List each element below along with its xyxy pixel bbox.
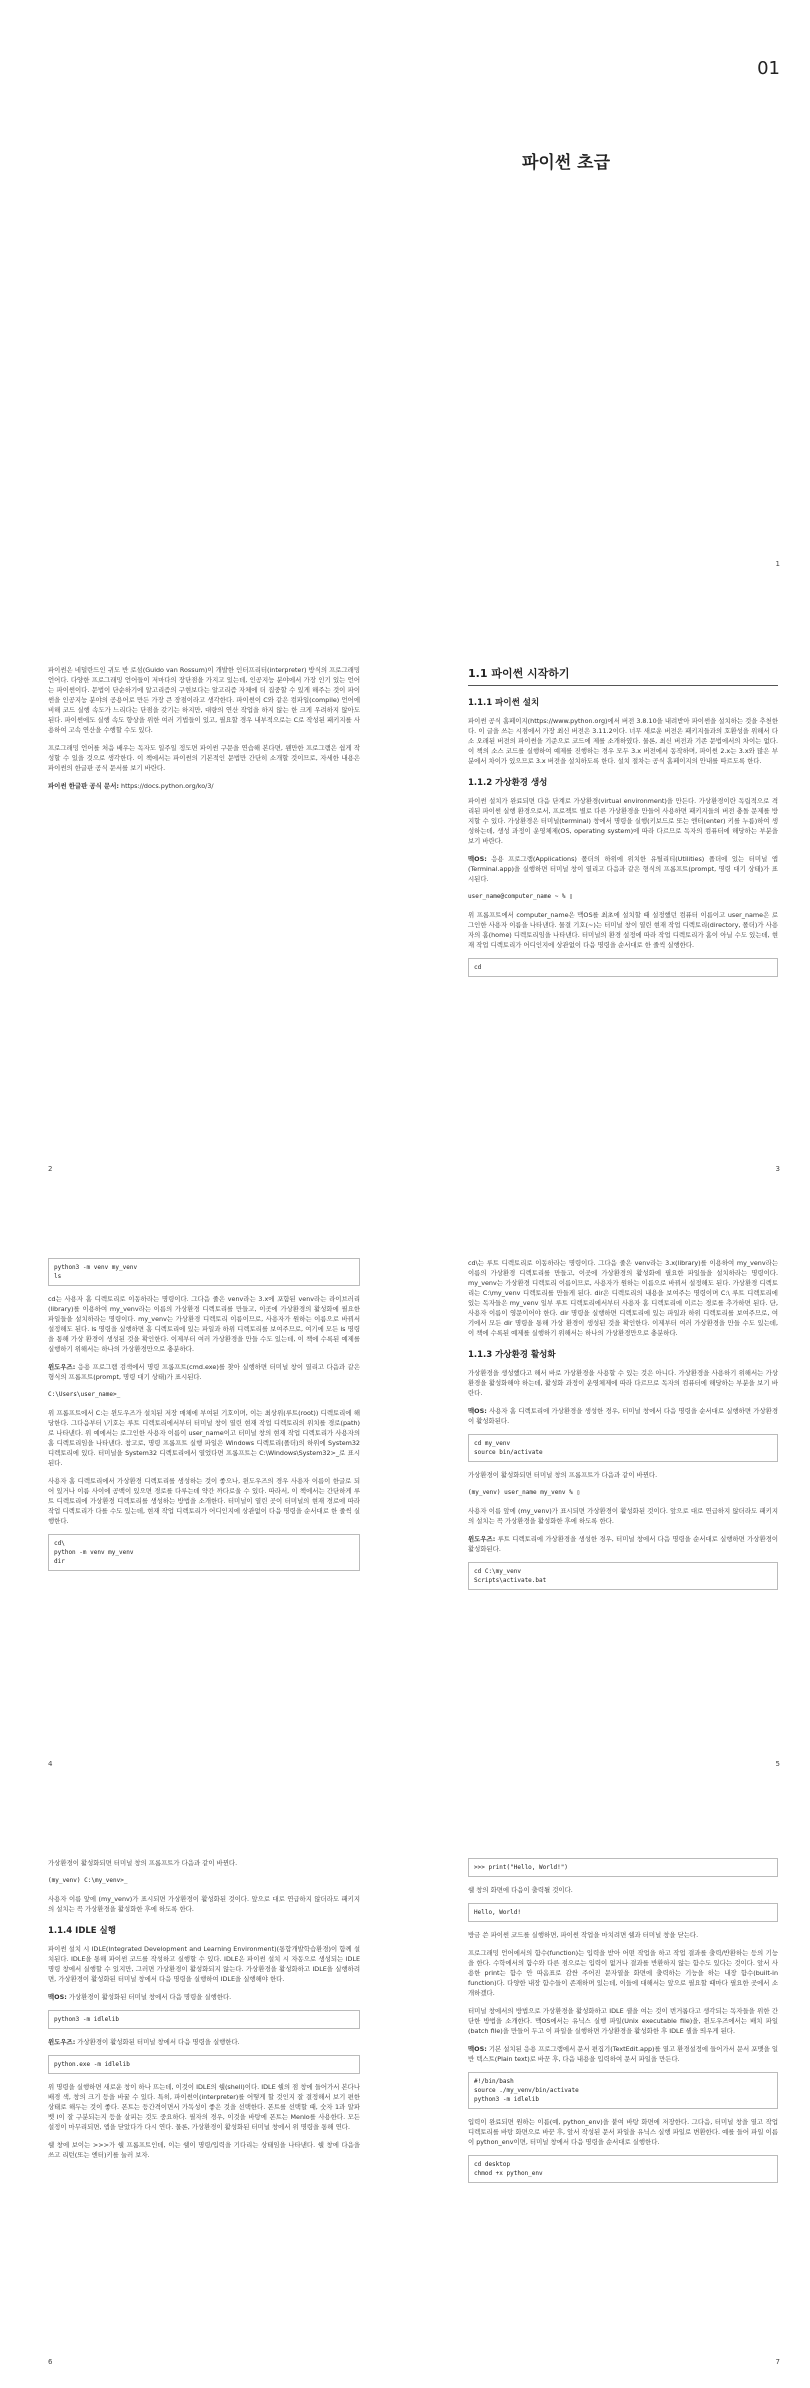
page-2 xyxy=(48,665,360,1185)
code-block: Hello, World! xyxy=(468,1903,778,1922)
section-title: 1.1 파이썬 시작하기 xyxy=(468,667,570,680)
code-block: >>> print("Hello, World!") xyxy=(468,1858,778,1877)
page-number: 1 xyxy=(775,560,780,568)
paragraph: 사용자 이름 앞에 (my_venv)가 표시되면 가상환경이 활성화된 것이다. 앞으로 대로 연급하지 않더라도 패키지의 설치는 꼭 가상환경을 활성화한 후에 하도록 한다. xyxy=(468,1507,778,1525)
windows-note: 윈도우즈: 가상환경이 활성화된 터미널 창에서 다음 명령을 실행한다. xyxy=(48,2038,240,2046)
paragraph: 파이썬 설치 시 IDLE(Integrated Development and Learning Environment)(통합개발학습환경)이 함께 설치된다. IDLE을 통해 파이썬 코드를 작성하고 실행할 수 있다. IDLE은 파이썬 설치 시 자동으로 생성되는 IDLE 명령 창에서 실행할 수 있지만, 그러면 가상환경이 활성화되지 않는다. 가상환경을 활성화하고 IDLE을 실행하려면, 가상환경이 활성화된 터미널 창에서 다음 명령을 실행하여 IDLE을 실행해야 한다. xyxy=(48,1945,360,1983)
mac-note: 맥OS: 사용자 홈 디렉토리에 가상환경을 생성한 경우, 터미널 창에서 다음 명령을 순서대로 실행하면 가상환경이 활성화된다. xyxy=(468,1407,778,1425)
mac-note-label: 맥OS: xyxy=(468,855,487,863)
page-number: 3 xyxy=(775,1165,780,1173)
docs-link-label: 파이썬 한글판 공식 문서: xyxy=(48,782,119,790)
docs-link[interactable]: https://docs.python.org/ko/3/ xyxy=(121,782,214,790)
terminal-prompt: C:\Users\user_name>_ xyxy=(48,1391,121,1398)
code-block: python3 -m venv my_venv ls xyxy=(48,1258,360,1286)
paragraph: 사용자 홈 디렉토리에서 가상환경 디렉토리를 생성하는 것이 좋으나, 윈도우즈의 경우 사용자 이름이 한글로 되어 있거나 이름 사이에 공백이 있으면 경로를 다루는데 약간 까다로울 수 있다. 따라서, 이 책에서는 간단하게 루트 디렉토리에 가상환경 디렉토리를 생성하는 방법을 소개한다. 터미널이 열린 곳이 터미널의 현재 경로에 따라 작업 디렉토리가 다를 수도 있는데, 현재 작업 디렉토리가 어디인지에 상관없이 다음 명령을 순서대로 한 줄씩 실행한다. xyxy=(48,1477,360,1525)
paragraph: cd는 사용자 홈 디렉토리로 이동하라는 명령이다. 그다음 줄은 venv라는 3.x에 포함된 venv라는 라이브러리(library)를 이용하여 my_venv라는 이름의 가상환경 디렉토리를 만들고, 이곳에 가상환경의 활성화에 필요한 파일들을 설치하라는 명령이다. my_venv는 가상환경 디렉토리 이름이므로, 사용자가 원하는 이름으로 바꿔서 설정해도 된다. ls 명령을 실행하면 홈 디렉토리에 있는 파일과 하위 디렉토리를 보여주므로, 여기에 모든 ls 명령을 통해 가상 환경이 생성된 것을 확인한다. 이제부터 여러 가상환경을 만들 수도 있는데, 이 책에 수록된 예제를 실행하기 위해서는 하나의 가상환경만으로 충분하다. xyxy=(48,1295,360,1353)
mac-note-label: 맥OS: xyxy=(48,1993,67,2001)
code-block: cd desktop chmod +x python_env xyxy=(468,2155,778,2183)
code-block: cd C:\my_venv Scripts\activate.bat xyxy=(468,1562,778,1590)
paragraph: 쉘 창에 보이는 >>>가 쉘 프롬프트인데, 이는 쉘이 명령/입력을 기다리는 상태임을 나타낸다. 쉘 창에 다음을 쓰고 리턴(또는 엔터)키를 눌러 보자. xyxy=(48,2141,360,2159)
page-3 xyxy=(468,665,778,1185)
page-4 xyxy=(48,1258,360,1758)
page-number: 2 xyxy=(48,1165,53,1173)
subsection-title: 1.1.2 가상환경 생성 xyxy=(468,778,548,788)
subsection-title: 1.1.1 파이썬 설치 xyxy=(468,698,540,708)
page-6 xyxy=(48,1858,360,2358)
subsection-title: 1.1.3 가상환경 활성화 xyxy=(468,1350,556,1360)
intro-paragraph: 프로그래밍 언어를 처음 배우는 독자도 일주일 정도면 파이썬 구문을 연습해 본다면, 웬만한 프로그램은 쉽게 작성할 수 있을 것으로 생각한다. 이 책에서는 파이썬의 기본적인 문법만 간단히 소개할 것이므로, 자세한 내용은 파이썬의 한글판 공식 문서를 보기 바란다. xyxy=(48,744,360,772)
subsection-title: 1.1.4 IDLE 실행 xyxy=(48,1926,116,1936)
chapter-title: 파이썬 초급 xyxy=(521,153,610,173)
code-block: cd my_venv source bin/activate xyxy=(468,1434,778,1462)
docs-link-line xyxy=(48,781,360,791)
page-5 xyxy=(468,1258,778,1758)
code-block: #!/bin/bash source ./my_venv/bin/activate python3 -m idlelib xyxy=(468,2072,778,2109)
page-number: 5 xyxy=(775,1760,780,1768)
windows-note-label: 윈도우즈: xyxy=(48,2038,76,2046)
windows-note-label: 윈도우즈: xyxy=(468,1535,496,1543)
code-block: python.exe -m idlelib xyxy=(48,2055,360,2074)
paragraph: cd\는 루트 디렉토리로 이동하라는 명령이다. 그다음 줄은 venv라는 3.x(library)를 이용하여 my_venv라는 이름의 가상환경 디렉토리를 만들고, 이곳에 가상환경의 활성화에 필요한 파일들을 설치하라는 명령이다. my_venv는 가상환경 디렉토리 이름이므로, 사용자가 원하는 이름으로 바꿔서 설정해도 된다. 가상환경 디렉토리는 C:\my_venv 디렉토리를 만들게 된다. dir은 디렉토리의 내용을 보여주는 명령이며 C:\ 루트 디렉토리에 있는 독자들은 my_venv 일부 루트 디렉토리에서부터 사용자 홈 디렉토리에 이르는 경로를 추가하면 된다. 단, 사용자 이름이 영문이어야 한다. dir 명령을 실행하면 디렉토리에 있는 파일과 하위 디렉토리를 보여주므로, 여기에서 모든 dir 명령을 통해 가상 환경이 생성된 것을 확인한다. 이제부터 여러 가상환경을 만들 수도 있는데, 이 책에 수록된 예제를 실행하기 위해서는 하나의 가상환경만으로 충분하다. xyxy=(468,1259,778,1337)
title-page xyxy=(0,0,810,600)
mac-note: 맥OS: 기본 설치된 응용 프로그램에서 문서 편집기(TextEdit.app)를 열고 환경설정에 들어가서 문서 포맷을 일반 텍스트(Plain text)로 바꾼 후, 다음 내용을 입력하여 문서 파일을 만든다. xyxy=(468,2045,778,2063)
mac-note-label: 맥OS: xyxy=(468,1407,487,1415)
paragraph: 파이썬 공식 홈페이지(https://www.python.org)에서 버전 3.8.10을 내려받아 파이썬을 설치하는 것을 추천한다. 이 글을 쓰는 시점에서 가장 최신 버전은 3.11.2이다. 너무 새로운 버전은 패키지들과의 호환성을 위해서 다소 오래된 버전의 파이썬을 기준으로 코드에 제를 소개하였다. 물론, 최신 버전과 기존 문법에서의 차이는 없다. 이 책의 소스 코드를 실행하여 예제를 진행하는 경우 모두 3.x 버전에서 동작하며, 파이썬 2.x는 3.x와 많은 부분에서 차이가 있으므로 3.x 버전을 설치하도록 한다. 설치 절차는 공식 홈페이지의 안내를 따르도록 한다. xyxy=(468,717,778,765)
page-number: 7 xyxy=(775,2358,780,2366)
paragraph: 방금 쓴 파이썬 코드를 실행하면, 파이썬 작업을 마치려면 쉘과 터미널 창을 닫는다. xyxy=(468,1931,699,1939)
mac-note: 맥OS: 가상환경이 활성화된 터미널 창에서 다음 명령을 실행한다. xyxy=(48,1993,232,2001)
terminal-prompt: user_name@computer_name ~ % ▯ xyxy=(468,893,573,900)
terminal-prompt: (my_venv) user_name my_venv % ▯ xyxy=(468,1489,580,1496)
code-block: cd xyxy=(468,958,778,977)
code-block: python3 -m idlelib xyxy=(48,2010,360,2029)
section-divider xyxy=(468,685,778,686)
terminal-prompt: (my_venv) C:\my_venv>_ xyxy=(48,1877,128,1884)
paragraph: 위 프롬프트에서 C:는 윈도우즈가 설치된 저장 매체에 부여된 기호이며, 이는 최상위(루트(root)) 디렉토리에 해당한다. 그다음부터 \기호는 루트 디렉토리에서부터 터미널 창이 열린 현재 작업 디렉토리의 위치를 경로(path)로 나타낸다. 위 예에서는 로그인한 사용자 이름이 user_name이고 터미널 창의 현재 작업 디렉토리가 사용자의 홈 디렉토리임을 나타낸다. 참고로, 명령 프롬프트 실행 파일은 Windows 디렉토리(폴더)의 하위에 System32 디렉토리에 있다. 터미널을 System32 디렉토리에서 열었다면 프롬프트는 C:\Windows\System32>_로 표시된다. xyxy=(48,1409,360,1467)
paragraph: 입력이 완료되면 원하는 이름(예, python_env)을 붙여 바탕 화면에 저장한다. 그다음, 터미널 창을 열고 작업 디렉토리를 바탕 화면으로 바꾼 후, 앞서 작성된 문서 파일을 유닉스 실행 파일로 변환한다. 예를 들어 파일 이름이 python_env이면, 터미널 창에서 다음 명령을 순서대로 실행한다. xyxy=(468,2118,778,2146)
paragraph: 위 명령을 실행하면 새로운 창이 하나 뜨는데, 이것이 IDLE의 쉘(shell)이다. IDLE 쉘의 점 창에 들어가서 본다나 배경 색, 창의 크기 등을 바꿀 수 있다. 특히, 파이썬이(interpreter)를 어떻게 할 것인지 잘 결정해서 보기 편한 상태로 해두는 것이 좋다. 폰트는 등간격이면서 가독성이 좋은 것을 선택한다. 폰트를 선택할 때, 숫자 1과 알파벳 l이 잘 구분되는지 등을 살피는 것도 중요하다. 필자의 경우, 이것을 바탕에 폰트는 Menlo를 사용한다. 모든 설정이 마무리되면, 앱을 닫았다가 다시 연다. 물론, 가상환경이 활성화된 터미널 창에서 위 명령을 통해 연다. xyxy=(48,2083,360,2131)
page-7 xyxy=(468,1858,778,2358)
paragraph: 프로그래밍 언어에서의 함수(function)는 입력을 받아 어떤 작업을 하고 작업 결과를 출력/반환하는 등의 기능을 한다. 수학에서의 함수와 다른 점으로는 입력이 없거나 결과를 반환하지 않는 함수도 있다는 것이다. 앞서 사용한 print는 함수 안 따옴표로 감싼 주어진 문자열을 화면에 출력하는 기능을 하는 내장 함수(built-in function)다. 다양한 내장 함수들이 존재하며 있는데, 이들에 대해서는 앞으로 필요할 때마다 필요한 곳에서 소개하겠다. xyxy=(468,1949,778,1997)
paragraph: 위 프롬프트에서 computer_name은 맥OS를 최초에 설치할 때 설정했던 컴퓨터 이름이고 user_name은 로그인한 사용자 이름을 나타낸다. 물결 기호(~)는 터미널 창이 열린 현재 작업 디렉토리(directory, 폴더)가 사용자의 홈(home) 디렉토리임을 나타낸다. 터미널의 환경 설정에 따라 작업 디렉토리가 홈이 아닐 수도 있는데, 현재 작업 디렉토리가 어디인지에 상관없이 다음 명령을 순서대로 한 줄씩 실행한다. xyxy=(468,911,778,949)
chapter-number: 01 xyxy=(757,58,780,79)
paragraph: 터미널 창에서의 방법으로 가상환경을 활성화하고 IDLE 셸을 여는 것이 번거롭다고 생각되는 독자들을 위한 간단한 방법을 소개한다. 맥OS에서는 유닉스 실행 파일(Unix executable file)을, 윈도우즈에서는 배치 파일(batch file)을 만들어 두고 이 파일을 실행하면 가상환경을 활성화한 후 IDLE 셸을 띄우게 된다. xyxy=(468,2007,778,2035)
page-number: 4 xyxy=(48,1760,53,1768)
paragraph: 가상환경이 활성화되면 터미널 창의 프롬프트가 다음과 같이 바뀐다. xyxy=(468,1471,658,1479)
mac-note: 맥OS: 응용 프로그램(Applications) 폴더의 하위에 위치한 유틸리티(Utilities) 폴더에 있는 터미널 앱(Terminal.app)을 실행하면 터미널 창이 열리고 다음과 같은 형식의 프롬프트(prompt, 명령 대기 상태)가 표시된다. xyxy=(468,855,778,883)
mac-note-label: 맥OS: xyxy=(468,2045,487,2053)
paragraph: 사용자 이름 앞에 (my_venv)가 표시되면 가상환경이 활성화된 것이다. 앞으로 대로 연급하지 않더라도 패키지의 설치는 꼭 가상환경을 활성화한 후에 하도록 한다. xyxy=(48,1895,360,1913)
page-number: 6 xyxy=(48,2358,53,2366)
paragraph: 가상환경을 생성했다고 해서 바로 가상환경을 사용할 수 있는 것은 아니다. 가상환경을 사용하기 위해서는 가상환경을 활성화해야 하는데, 활성화 과정이 운영체제에 따라 다르므로 독자의 컴퓨터에 해당하는 부분을 보기 바란다. xyxy=(468,1369,778,1397)
paragraph: 파이썬 설치가 완료되면 다음 단계로 가상환경(virtual environment)을 만든다. 가상환경이란 독립적으로 격리된 파이썬 실행 환경으로서, 프로젝트 별로 다른 가상환경을 만들어 사용하면 패키지들의 버전 충돌 문제를 방지할 수 있다. 가상환경은 터미널(terminal) 창에서 명령을 실행(키보드로 또는 엔터(enter) 키를 누름)하여 생성하는데, 생성 과정이 운영체제(OS, operating system)에 따라 다르므로 독자의 컴퓨터에 해당하는 부분을 보기 바란다. xyxy=(468,797,778,845)
windows-note-label: 윈도우즈: xyxy=(48,1363,76,1371)
paragraph: 쉘 창의 화면에 다음이 출력될 것이다. xyxy=(468,1886,573,1894)
windows-note: 윈도우즈: 루트 디렉토리에 가상환경을 생성한 경우, 터미널 창에서 다음 명령을 순서대로 실행하면 가상환경이 활성화된다. xyxy=(468,1535,778,1553)
paragraph: 가상환경이 활성화되면 터미널 창의 프롬프트가 다음과 같이 바뀐다. xyxy=(48,1859,238,1867)
windows-note: 윈도우즈: 응용 프로그램 검색에서 명령 프롬프트(cmd.exe)를 찾아 실행하면 터미널 창이 열리고 다음과 같은 형식의 프롬프트(prompt, 명령 대기 상태)가 표시된다. xyxy=(48,1363,360,1381)
code-block: cd\ python -m venv my_venv dir xyxy=(48,1534,360,1571)
intro-paragraph: 파이썬은 네덜란드인 귀도 반 로섬(Guido van Rossum)이 개발한 인터프리터(interpreter) 방식의 프로그래밍 언어다. 다양한 프로그래밍 언어들이 저마다의 장단점을 가지고 있는데, 인공지능 분야에서 가장 인기 있는 언어는 파이썬이다. 문법이 단순하기에 알고리즘의 구현보다는 알고리즘 자체에 더 집중할 수 있게 해주는 것이 파이썬을 인공지능 분야의 공용어로 만든 가장 큰 장점이라고 생각한다. 파이썬이 C와 같은 컴파일(compile) 언어에 비해 코드 실행 속도가 느리다는 단점을 갖기는 하지만, 대량의 연산 작업을 하지 않는 한 크게 우려하지 않아도 된다. 파이썬에도 실행 속도 향상을 위한 여러 기법들이 있고, 필요할 경우 내부적으로는 C로 작성된 패키지를 사용하여 고속 연산을 수행할 수도 있다. xyxy=(48,666,360,734)
